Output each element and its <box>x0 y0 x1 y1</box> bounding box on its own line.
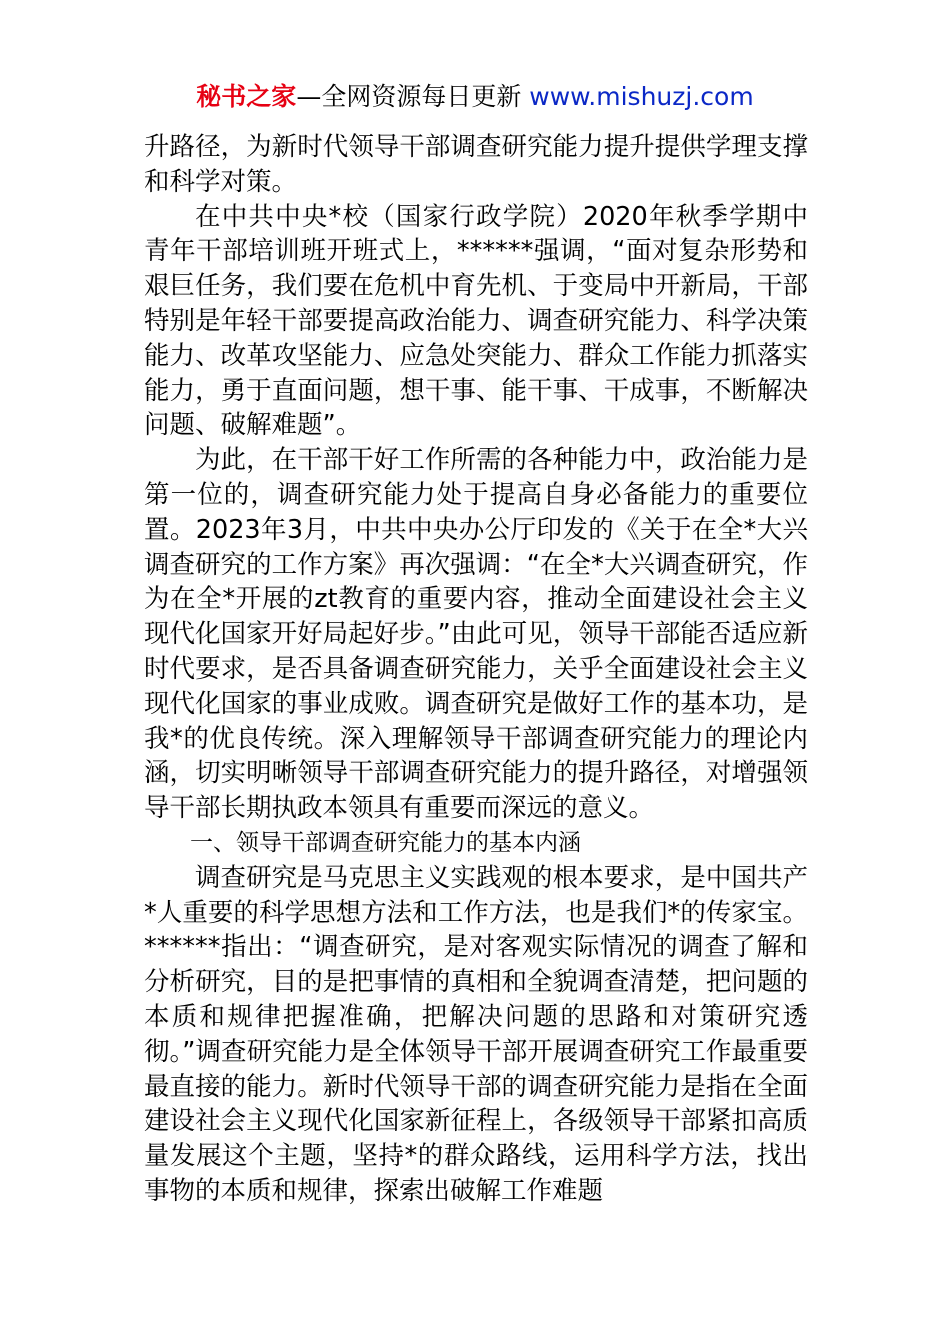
site-header <box>0 80 950 114</box>
site-slogan: —全网资源每日更新 <box>296 82 530 111</box>
paragraph: 调查研究是马克思主义实践观的根本要求，是中国共产*人重要的科学思想方法和工作方法，也是我们*的传家宝。******指出：“调查研究，是对客观实际情况的调查了解和分析研究，目的是把事情的真相和全貌调查清楚，把问题的本质和规律把握准确，把解决问题的思路和对策研究透彻。”调查研究能力是全体领导干部开展调查研究工作最重要最直接的能力。新时代领导干部的调查研究能力是指在全面建设社会主义现代化国家新征程上，各级领导干部紧扣高质量发展这个主题，坚持*的群众路线，运用科学方法，找出事物的本质和规律，探索出破解工作难题 <box>144 862 808 1206</box>
paragraph-continuation: 升路径，为新时代领导干部调查研究能力提升提供学理支撑和科学对策。 <box>144 132 808 197</box>
section-heading: 一、领导干部调查研究能力的基本内涵 <box>190 829 581 856</box>
site-url-link[interactable]: www.mishuzj.com <box>529 82 754 111</box>
paragraph: 在中共中央*校（国家行政学院）2020年秋季学期中青年干部培训班开班式上，******强调，“面对复杂形势和艰巨任务，我们要在危机中育先机、于变局中开新局，干部特别是年轻干部要提高政治能力、调查研究能力、科学决策能力、改革攻坚能力、应急处突能力、群众工作能力抓落实能力，勇于直面问题，想干事、能干事、干成事，不断解决问题、破解难题”。 <box>144 201 808 441</box>
document-body <box>144 130 808 1209</box>
site-brand: 秘书之家 <box>196 82 297 111</box>
paragraph: 为此，在干部干好工作所需的各种能力中，政治能力是第一位的，调查研究能力处于提高自身必备能力的重要位置。2023年3月，中共中央办公厅印发的《关于在全*大兴调查研究的工作方案》再次强调：“在全*大兴调查研究，作为在全*开展的zt教育的重要内容，推动全面建设社会主义现代化国家开好局起好步。”由此可见，领导干部能否适应新时代要求，是否具备调查研究能力，关乎全面建设社会主义现代化国家的事业成败。调查研究是做好工作的基本功，是我*的优良传统。深入理解领导干部调查研究能力的理论内涵，切实明晰领导干部调查研究能力的提升路径，对增强领导干部长期执政本领具有重要而深远的意义。 <box>144 445 808 824</box>
